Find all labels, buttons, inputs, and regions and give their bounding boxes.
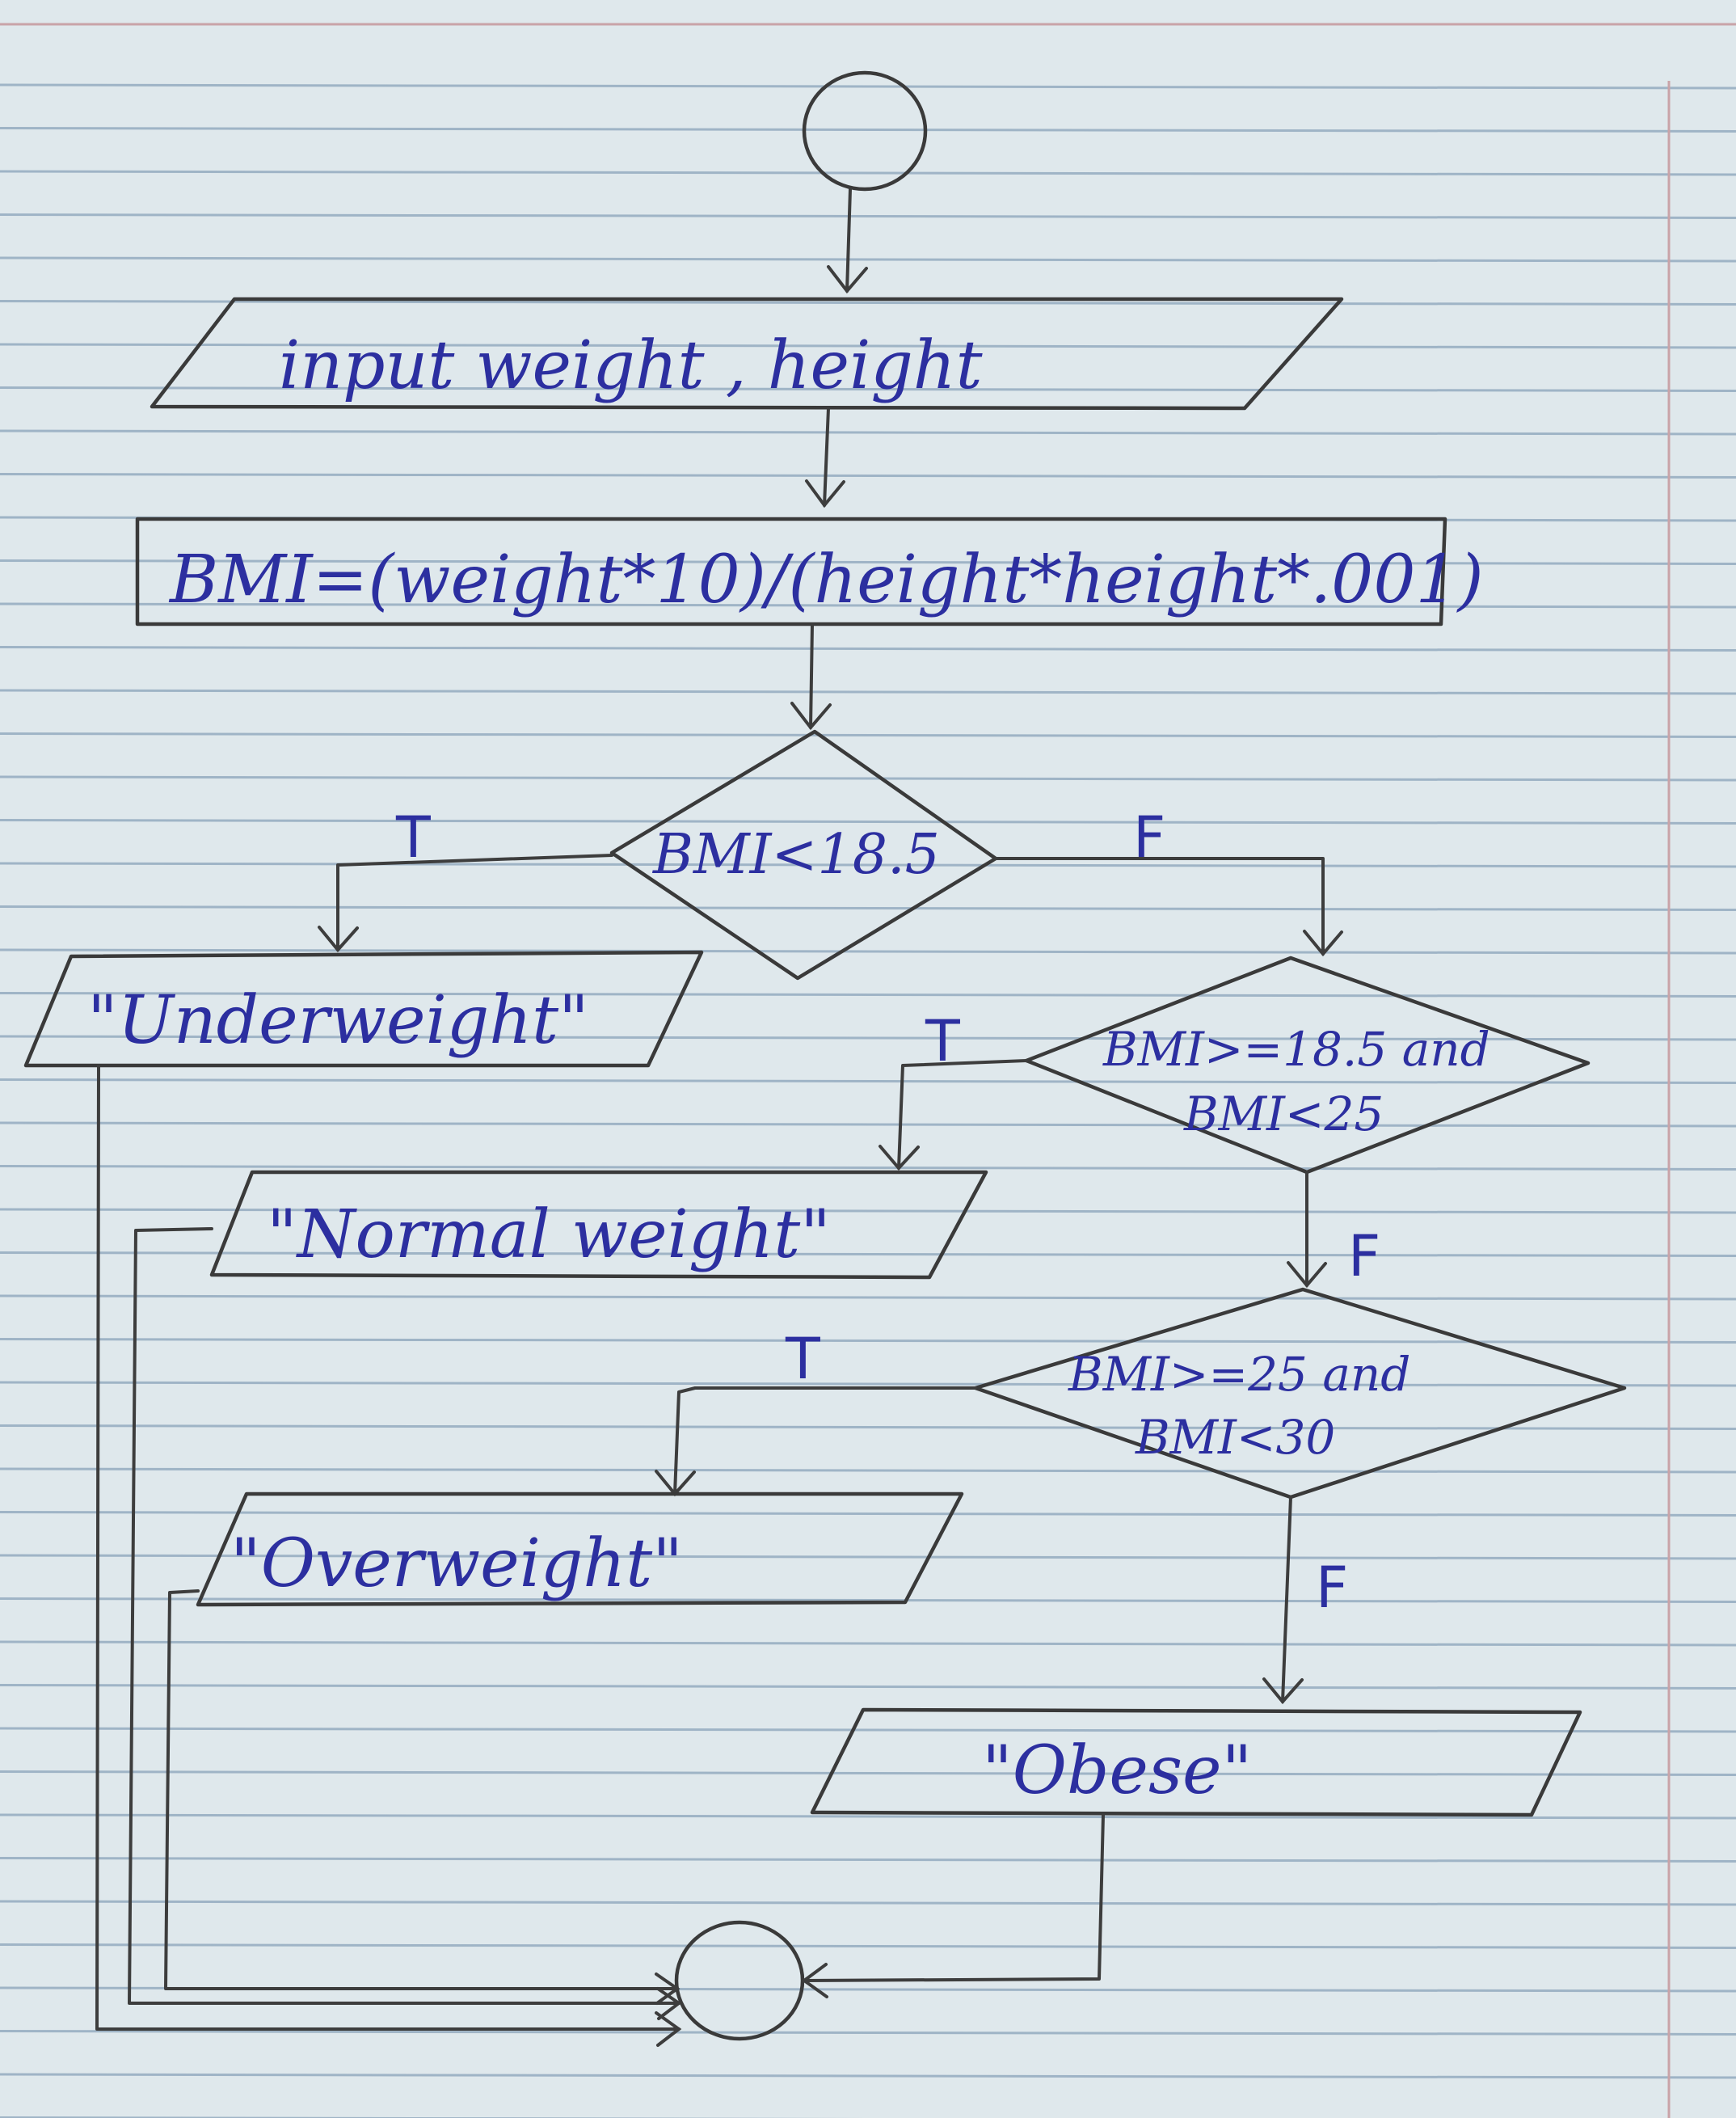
flow-decision3-true: [656, 1388, 975, 1494]
output-normal-text: "Normal weight": [267, 1196, 831, 1273]
flow-overweight-to-end: [166, 1591, 677, 2003]
output-overweight-text: "Overweight": [230, 1525, 683, 1602]
flow-decision3-false: [1264, 1497, 1302, 1702]
ruled-line: [0, 475, 1736, 478]
flow-decision2-false: [1288, 1172, 1325, 1285]
input-text: input weight , height: [279, 327, 983, 404]
output-underweight-text: "Underweight": [87, 982, 589, 1059]
ruled-line: [0, 690, 1736, 694]
flow-decision1-false: [996, 859, 1342, 954]
ruled-line: [0, 1859, 1736, 1862]
ruled-line: [0, 950, 1736, 953]
decision2-line2: BMI<25: [1184, 1086, 1384, 1141]
decision3-false-label: F: [1316, 1555, 1349, 1621]
flow-process-to-decision1: [792, 624, 830, 728]
ruled-line: [0, 1209, 1736, 1213]
decision2-false-label: F: [1348, 1223, 1381, 1289]
decision2-true-label: T: [925, 1008, 960, 1074]
ruled-line: [0, 907, 1736, 910]
ruled-line: [0, 1728, 1736, 1732]
ruled-line: [0, 258, 1736, 261]
ruled-line: [0, 648, 1736, 651]
end-terminator: [676, 1922, 803, 2039]
ruled-line: [0, 2032, 1736, 2035]
ruled-line: [0, 1123, 1736, 1126]
decision2-line1: BMI>=18.5 and: [1103, 1022, 1490, 1077]
ruled-line: [0, 85, 1736, 88]
ruled-line: [0, 129, 1736, 132]
flow-normal-to-end: [129, 1229, 679, 2019]
ruled-line: [0, 1469, 1736, 1472]
flow-decision1-true: [319, 855, 612, 950]
decision1-true-label: T: [396, 804, 431, 871]
ruled-line: [0, 1426, 1736, 1429]
ruled-line: [0, 1772, 1736, 1775]
ruled-line: [0, 431, 1736, 434]
ruled-line: [0, 2074, 1736, 2078]
decision3-true-label: T: [786, 1326, 820, 1392]
ruled-line: [0, 1642, 1736, 1645]
ruled-line: [0, 1686, 1736, 1689]
ruled-line: [0, 1167, 1736, 1170]
process-text: BMI=(weight*10)/(height*height*.001): [170, 542, 1484, 618]
ruled-line: [0, 777, 1736, 780]
flow-decision2-true: [880, 1061, 1026, 1168]
output-obese-text: "Obese": [982, 1732, 1253, 1809]
decision1-false-label: F: [1133, 804, 1166, 871]
ruled-line: [0, 1080, 1736, 1083]
ruled-line: [0, 1296, 1736, 1299]
flow-start-to-input: [828, 189, 866, 291]
flow-input-to-process: [807, 408, 844, 505]
ruled-line: [0, 302, 1736, 305]
decision3-line2: BMI<30: [1136, 1410, 1336, 1465]
ruled-line: [0, 1945, 1736, 1948]
decision1-text: BMI<18.5: [653, 823, 940, 887]
flow-obese-to-end: [804, 1815, 1103, 1997]
ruled-line: [0, 734, 1736, 737]
ruled-line: [0, 1513, 1736, 1516]
ruled-line: [0, 1253, 1736, 1256]
decision3-line1: BMI>=25 and: [1068, 1347, 1411, 1402]
ruled-line: [0, 215, 1736, 218]
ruled-line: [0, 171, 1736, 175]
ruled-line: [0, 1901, 1736, 1905]
ruled-line: [0, 1382, 1736, 1386]
